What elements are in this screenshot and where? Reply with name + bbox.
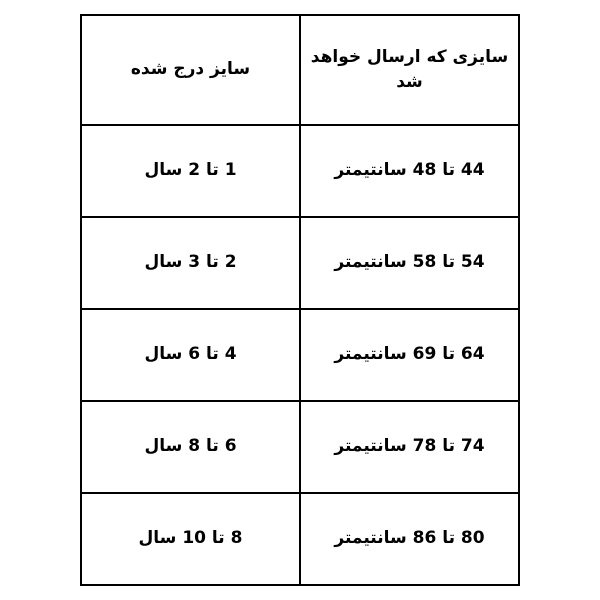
table-row: [81, 217, 519, 309]
value-listed-size: 8 تا 10 سال: [138, 528, 243, 549]
value-listed-size: 6 تا 8 سال: [144, 436, 237, 457]
table-row: [81, 125, 519, 217]
value-shipped-size: 74 تا 78 سانتیمتر: [334, 436, 485, 457]
cell-listed-size: [81, 401, 300, 493]
cell-shipped-size: [300, 493, 519, 585]
value-listed-size: 1 تا 2 سال: [144, 160, 237, 181]
header-cell-shipped-size: [300, 15, 519, 125]
cell-shipped-size: [300, 401, 519, 493]
cell-shipped-size: [300, 217, 519, 309]
cell-shipped-size: [300, 309, 519, 401]
header-label-shipped-size: سایزی که ارسال خواهد شد: [310, 46, 509, 92]
size-chart-body: [81, 15, 519, 585]
size-chart-table: [80, 14, 520, 586]
table-header-row: [81, 15, 519, 125]
cell-listed-size: [81, 309, 300, 401]
header-label-listed-size: سایز درج شده: [130, 59, 251, 80]
value-listed-size: 4 تا 6 سال: [144, 344, 237, 365]
value-listed-size: 2 تا 3 سال: [144, 252, 237, 273]
table-row: [81, 309, 519, 401]
value-shipped-size: 64 تا 69 سانتیمتر: [334, 344, 485, 365]
cell-listed-size: [81, 493, 300, 585]
value-shipped-size: 54 تا 58 سانتیمتر: [334, 252, 485, 273]
table-row: [81, 493, 519, 585]
table-row: [81, 401, 519, 493]
header-cell-listed-size: [81, 15, 300, 125]
value-shipped-size: 80 تا 86 سانتیمتر: [334, 528, 485, 549]
cell-shipped-size: [300, 125, 519, 217]
cell-listed-size: [81, 217, 300, 309]
size-chart-container: [80, 46, 520, 549]
value-shipped-size: 44 تا 48 سانتیمتر: [334, 160, 485, 181]
cell-listed-size: [81, 125, 300, 217]
